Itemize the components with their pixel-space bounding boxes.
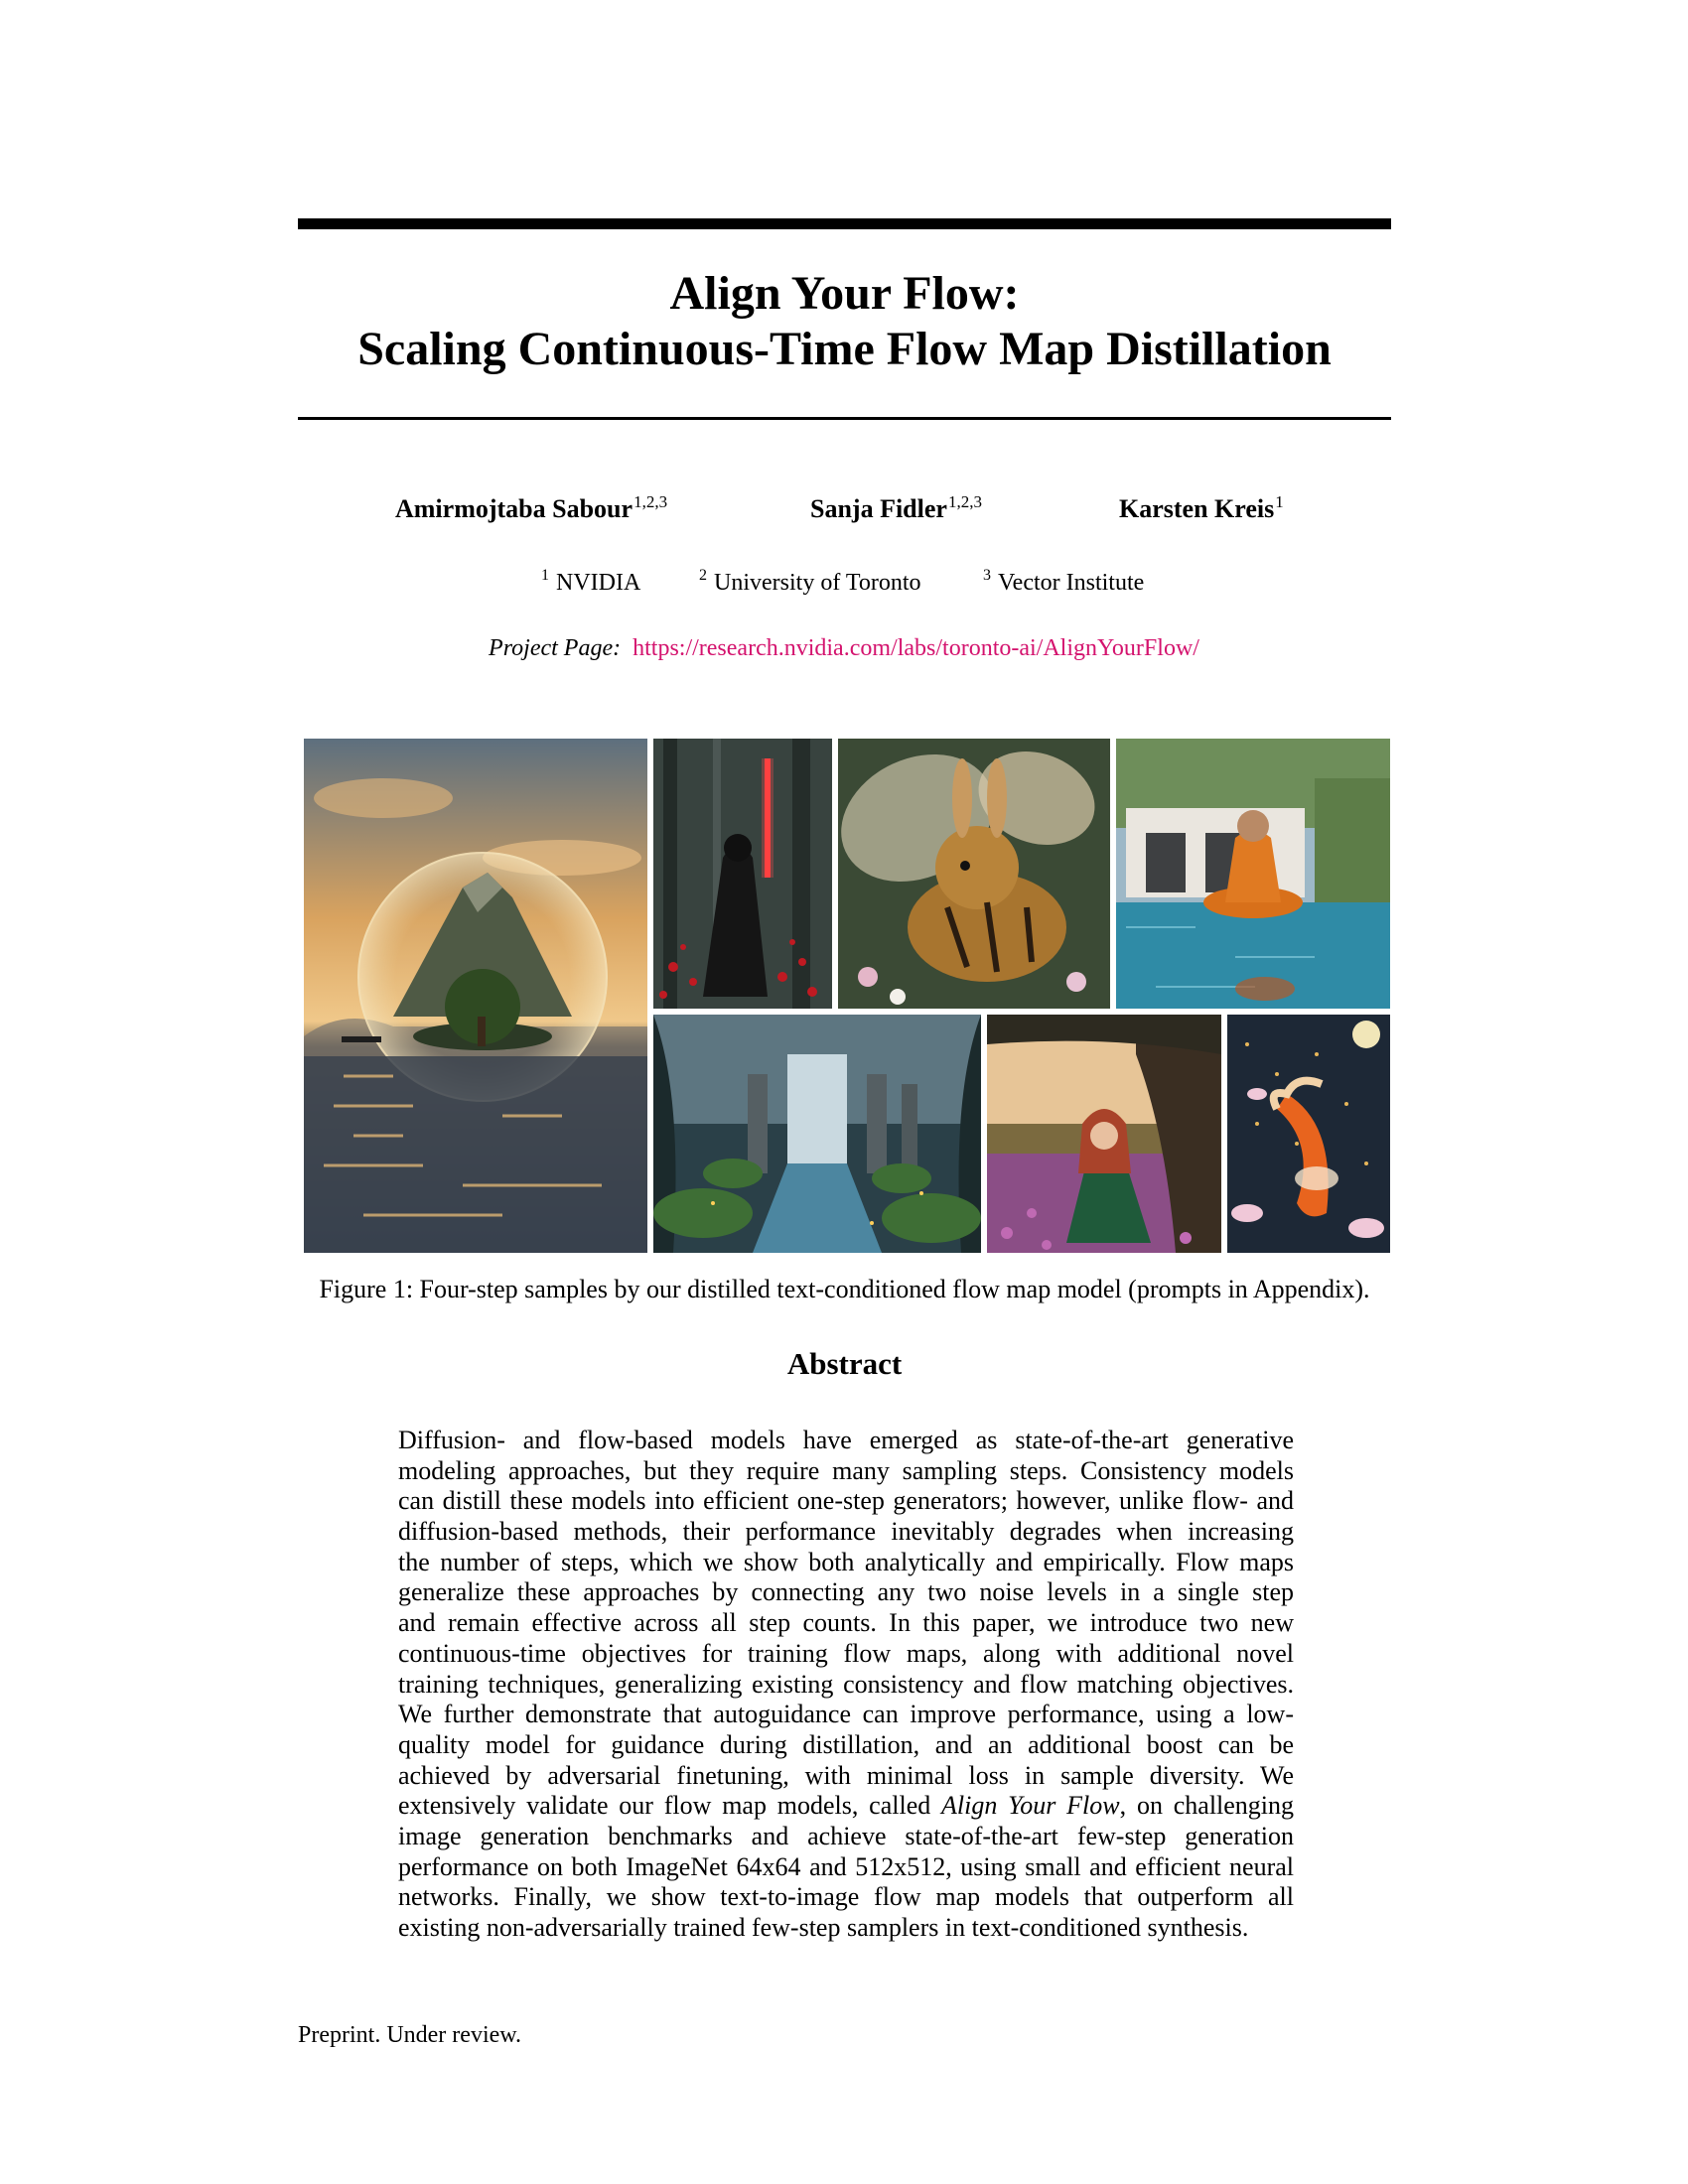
abstract-line: achieved by adversarial finetuning, with minimal loss in sample diversity. We [398, 1760, 1294, 1790]
abstract-line: and remain effective across all step counts. In this paper, we introduce two new [398, 1608, 1294, 1638]
abstract-line: diffusion-based methods, their performance inevitably degrades when increasing [398, 1517, 1294, 1547]
sample-image-monk-pool [1116, 739, 1390, 1009]
abstract-line: can distill these models into efficient one-step generators; however, unlike flow- and [398, 1486, 1294, 1516]
abstract-line: performance on both ImageNet 64x64 and 512x512, using small and efficient neural [398, 1851, 1294, 1881]
sample-image-mountain-bubble [304, 739, 647, 1253]
paper-title [298, 266, 1391, 377]
title-line-1: Align Your Flow: [669, 267, 1020, 320]
preprint-footer: Preprint. Under review. [298, 2022, 522, 2048]
abstract-line: We further demonstrate that autoguidance can improve performance, using a low- [398, 1700, 1294, 1729]
abstract-line: networks. Finally, we show text-to-image flow map models that outperform all [398, 1882, 1294, 1912]
author-sabour: Amirmojtaba Sabour$^{1,2,3}$ [395, 492, 668, 523]
author-fidler: Sanja Fidler$^{1,2,3}$ [810, 492, 982, 523]
sample-image-forest-waterfall [653, 1015, 981, 1253]
affiliation-toronto: $^2$ University of Toronto [699, 567, 921, 596]
abstract-line: continuous-time objectives for training flow maps, along with additional novel [398, 1638, 1294, 1668]
author-kreis: Karsten Kreis$^1$ [1119, 492, 1284, 523]
method-name-italic: Align Your Flow [941, 1791, 1120, 1821]
title-line-2: Scaling Continuous-Time Flow Map Distillation [357, 323, 1332, 375]
abstract-line: image generation benchmarks and achieve state-of-the-art few-step generation [398, 1821, 1294, 1850]
figure-1-caption: Figure 1: Four-step samples by our distilled text-conditioned flow map model (prompts in Appendix). [319, 1275, 1370, 1303]
sample-image-sith-forest [653, 739, 832, 1009]
abstract-line: quality model for guidance during distillation, and an additional boost can be [398, 1729, 1294, 1759]
project-page-link[interactable]: https://research.nvidia.com/labs/toronto-ai/AlignYourFlow/ [633, 635, 1199, 661]
figure-1-image-grid [304, 739, 1390, 1253]
sample-image-winged-rabbit [838, 739, 1110, 1009]
sample-image-koi-fish [1227, 1015, 1390, 1253]
title-top-rule [298, 218, 1391, 229]
affiliation-nvidia: $^1$ NVIDIA [541, 567, 641, 596]
project-page-label: Project Page: [489, 635, 622, 661]
abstract-body [398, 1426, 1294, 1944]
title-bottom-rule [298, 417, 1391, 420]
affiliation-vector: $^3$ Vector Institute [983, 567, 1145, 596]
project-page [0, 635, 1688, 662]
abstract-heading: Abstract [786, 1346, 903, 1381]
abstract-line-with-method-name: extensively validate our flow map models, called Align Your Flow, on challenging [398, 1791, 1295, 1821]
abstract-line: generalize these approaches by connecting any two noise levels in a single step [398, 1577, 1294, 1607]
abstract-line: training techniques, generalizing existing consistency and flow matching objectives. [398, 1669, 1294, 1699]
abstract-line: Diffusion- and flow-based models have emerged as state-of-the-art generative [398, 1426, 1294, 1454]
abstract-line: modeling approaches, but they require many sampling steps. Consistency models [398, 1455, 1294, 1485]
sample-image-woman-tree [987, 1015, 1221, 1253]
abstract-line: existing non-adversarially trained few-step samplers in text-conditioned synthesis. [398, 1913, 1249, 1942]
abstract-line: the number of steps, which we show both analytically and empirically. Flow maps [398, 1547, 1294, 1576]
